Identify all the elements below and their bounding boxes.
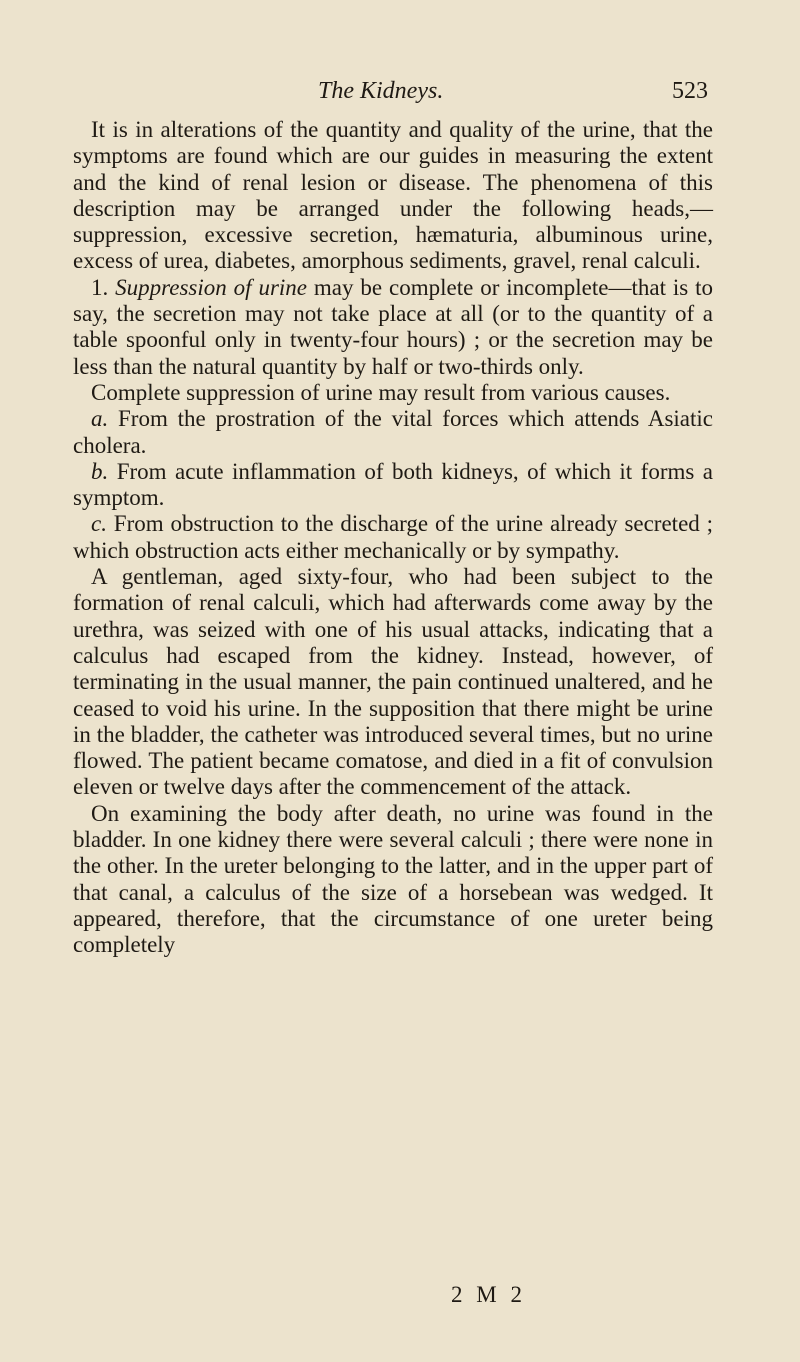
paragraph: On examining the body after death, no urine was found in the bladder. In one kidney there were several calculi ; there were none in the other. In the ureter belonging to the latter, and in the upper part of that canal, a calculus of the size of a horsebean was wedged. It appeared, therefore, that the circumstance of one ureter being completely — [73, 800, 713, 958]
signature-mark: 2 M 2 — [451, 1282, 526, 1307]
paragraph: Complete suppression of urine may result from various causes. — [91, 379, 671, 405]
body-text — [73, 117, 713, 959]
running-title: The Kidneys. — [318, 78, 444, 104]
paragraph: 1. Suppression of urine may be complete or incomplete—that is to say, the secretion may not take place at all (or to the quantity of a table spoonful only in twenty-four hours) ; or the secretion may be less than the natural quantity by half or two-thirds only. — [73, 274, 713, 379]
paragraph: c. From obstruction to the discharge of the urine already secreted ; which obstruction acts either mechanically or by sympathy. — [73, 511, 713, 563]
paragraph: It is in alterations of the quantity and quality of the urine, that the symptoms are found which are our guides in measuring the extent and the kind of renal lesion or disease. The phenomena of this description may be arranged under the following heads,—suppression, excessive secretion, hæmaturia, albuminous urine, excess of urea, diabetes, amorphous sediments, gravel, renal calculi. — [73, 117, 713, 274]
paragraph: b. From acute inflammation of both kidneys, of which it forms a symptom. — [73, 458, 713, 511]
paragraph-heading: Suppression of urine — [115, 274, 307, 300]
paragraph: A gentleman, aged sixty-four, who had been subject to the formation of renal calculi, which had afterwards come away by the urethra, was seized with one of his usual attacks, indicating that a calculus had escaped from the kidney. Instead, however, of terminating in the usual manner, the pain continued unaltered, and he ceased to void his urine. In the supposition that there might be urine in the bladder, the catheter was introduced several times, but no urine flowed. The patient became comatose, and died in a fit of convulsion eleven or twelve days after the commencement of the attack. — [73, 564, 713, 800]
list-marker: b. — [91, 458, 109, 484]
running-header — [72, 78, 712, 108]
list-marker: a. — [91, 406, 109, 432]
page-number: 523 — [672, 78, 708, 104]
list-marker: c. — [91, 511, 107, 537]
paragraph: a. From the prostration of the vital forces which attends Asiatic cholera. — [73, 406, 713, 458]
